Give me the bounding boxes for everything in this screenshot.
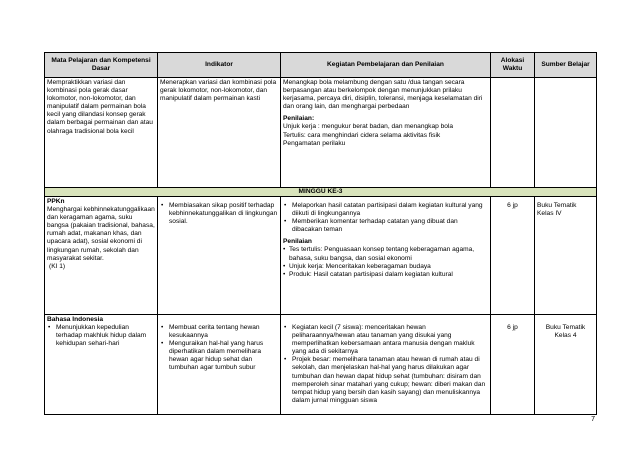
kegiatan-bindo	[281, 315, 491, 415]
week-label: MINGGU KE-3	[45, 188, 597, 197]
ki-ppkn: (KI 1)	[49, 262, 66, 270]
penilaian-pjok-1: Unjuk kerja : mengukur berat badan, dan menangkap bola	[283, 123, 454, 131]
indikator-pjok: Menerapkan variasi dan kombinasi pola gerak lokomotor, non-lokomotor, dan manipulatif dalam permainan kasti	[158, 78, 281, 188]
header-mapel: Mata Pelajaran dan Kompetensi Dasar	[45, 53, 158, 78]
indikator-bindo	[158, 315, 281, 415]
page-number: 7	[591, 416, 595, 423]
subject-ppkn: PPKn	[47, 198, 65, 205]
syllabus-table	[44, 52, 597, 415]
list-item: • Tes tertulis: Penguasaan konsep tentang keberagaman agama, bahasa, suku bangsa, dan sosial ekonomi	[283, 246, 488, 262]
alokasi-ppkn: 6 jp	[491, 197, 535, 315]
sumber-pjok	[535, 78, 597, 188]
kd-ppkn-text: Menghargai kebhinnekatunggalikaan dan keragaman agama, suku bangsa (pakaian tradisional, bahasa, rumah adat, makanan khas, dan upacara adat), sosial ekonomi di lingkungan rumah, sekolah dan masyarakat sekitar.	[47, 206, 155, 262]
sumber-ppkn: Buku Tematik Kelas IV	[535, 197, 597, 315]
penilaian-pjok-3: Pengamatan perilaku	[283, 139, 346, 147]
subject-bindo: Bahasa Indonesia	[47, 316, 104, 323]
list-item: • Menguraikan hal-hal yang harus diperhatikan dalam memelihara hewan agar hidup sehat dan tumbuhan agar tumbuh subur	[160, 340, 278, 372]
alokasi-bindo: 6 jp	[491, 315, 535, 415]
list-item: • Projek besar: memelihara tanaman atau hewan di rumah atau di sekolah, dan menjelaskan hal-hal yang harus dilakukan agar tumbuhan dan hewan dapat hidup sehat (tumbuhan: disiram dan memperoleh sinar matahari yang cukup; hewan: diberi makan dan tempat hidup yang bersih dan kasih sayang) dan menuliskannya dalam jurnal mingguan siswa	[283, 356, 488, 405]
kd-pjok: Mempraktikkan variasi dan kombinasi pola gerak dasar lokomotor, non-lokomotor, dan manipulatif dalam permainan bola kecil yang dilandasi konsep gerak dalam berbagai permainan dan atau olahraga tradisional bola kecil	[45, 78, 158, 188]
sumber-bindo: Buku Tematik Kelas 4	[535, 315, 597, 415]
list-item: • Kegiatan kecil (7 siswa): menceritakan hewan peliharaannya/hewan atau tanaman yang disukai yang memperlihatkan kebersamaan antara manusia dengan makluk yang ada di sekitarnya	[283, 324, 488, 356]
header-kegiatan: Kegiatan Pembelajaran dan Penilaian	[281, 53, 491, 78]
header-sumber: Sumber Belajar	[535, 53, 597, 78]
list-item: • Memberikan komentar terhadap catatan yang dibuat dan dibacakan teman	[283, 218, 488, 234]
penilaian-label-pjok: Penilaian:	[283, 115, 315, 123]
kd-ppkn	[45, 197, 158, 315]
header-indikator: Indikator	[158, 53, 281, 78]
table-row-ppkn	[45, 197, 597, 315]
list-item: • Unjuk kerja: Menceritakan keberagaman budaya	[283, 263, 488, 271]
list-item: • Membiasakan sikap positif terhadap kebhinnekatunggalikan di lingkungan sosial.	[160, 202, 278, 226]
table-row-pjok	[45, 78, 597, 188]
list-item: • Produk: Hasil catatan partisipasi dalam kegiatan kultural	[283, 271, 488, 279]
list-item: • Membuat cerita tentang hewan kesukaannya	[160, 324, 278, 340]
list-item: • Melaporkan hasil catatan partisipasi dalam kegiatan kultural yang diikuti di lingkungannya	[283, 202, 488, 218]
week-row	[45, 188, 597, 197]
kegiatan-pjok	[281, 78, 491, 188]
list-item: • Menunjukkan kepedulian terhadap makhluk hidup dalam kehidupan sehari-hari	[47, 324, 155, 348]
penilaian-pjok-2: Tertulis: cara menghindari cidera selama aktivitas fisik	[283, 131, 441, 139]
kegiatan-ppkn	[281, 197, 491, 315]
header-alokasi: Alokasi Waktu	[491, 53, 535, 78]
indikator-ppkn	[158, 197, 281, 315]
alokasi-pjok	[491, 78, 535, 188]
table-row-bindo	[45, 315, 597, 415]
header-row	[45, 53, 597, 78]
kd-bindo	[45, 315, 158, 415]
penilaian-label-ppkn: Penilaian	[283, 238, 312, 246]
kegiatan-pjok-text: Menangkap bola melambung dengan satu /dua tangan secara berpasangan atau berkelompok dengan menunjukkan prilaku kerjasama, percaya diri, disiplin, toleransi, menjaga keselamatan diri dan orang lain, dan menghargai perbedaan	[283, 79, 483, 111]
